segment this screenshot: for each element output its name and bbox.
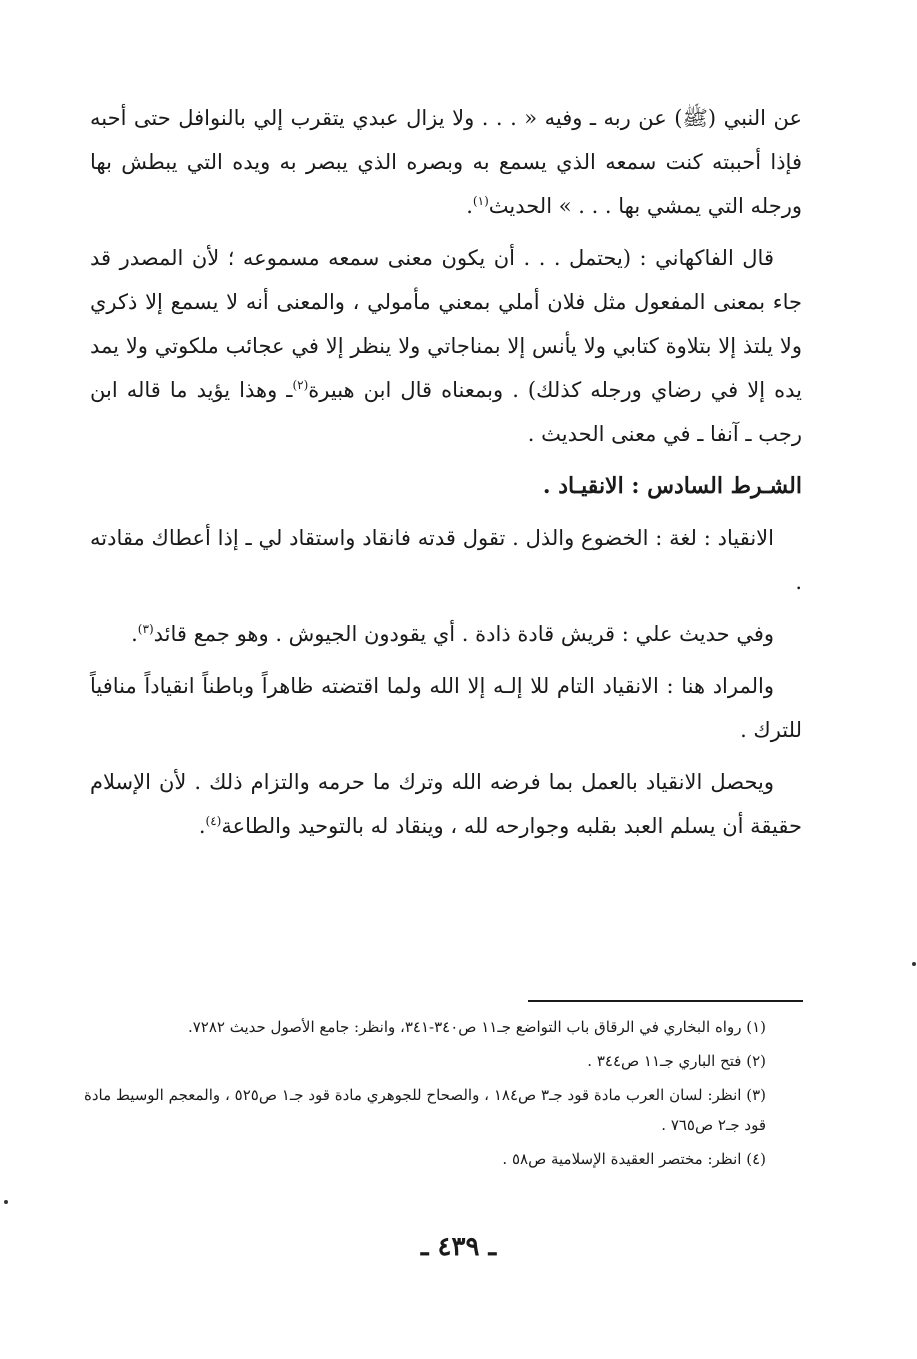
scan-speck <box>912 962 916 966</box>
paragraph-punct: . <box>198 814 206 838</box>
paragraph-fakihani <box>90 236 802 456</box>
footnote-ref-2[interactable]: (٢) <box>292 378 309 392</box>
paragraph-ali-hadith <box>90 612 802 656</box>
footnote-4: (٤) انظر: مختصر العقيدة الإسلامية ص٥٨ . <box>502 1150 766 1168</box>
footnote-3: (٣) انظر: لسان العرب مادة قود جـ٣ ص١٨٤ ، والصحاح للجوهري مادة قود جـ١ ص٥٢٥ ، والمعجم الوسيط مادة قود جـ٢ ص٧٦٥ . <box>84 1086 767 1134</box>
paragraph-text: ـ وهذا يؤيد ما قاله ابن رجب ـ آنفا ـ في معنى الحديث . <box>90 378 802 446</box>
paragraph-hadith <box>90 96 802 228</box>
footnote-divider <box>528 1000 803 1002</box>
paragraph-text: والمراد هنا : الانقياد التام للا إلـه إلا الله ولما اقتضته ظاهراً وباطناً انقياداً منافياً للترك . <box>90 674 802 742</box>
footnote-ref-1[interactable]: (١) <box>472 194 489 208</box>
paragraph-definition <box>90 516 802 604</box>
paragraph-text: عن النبي (ﷺ) عن ربه ـ وفيه « . . . ولا يزال عبدي يتقرب إلي بالنوافل حتى أحبه فإذا أحببته كنت سمعه الذي يسمع به وبصره الذي يبصر به ويده التي يبطش بها ورجله التي يمشي بها . . . » الحديث <box>90 106 802 218</box>
paragraph-meaning <box>90 664 802 752</box>
page-body <box>90 96 802 856</box>
scan-speck <box>4 1200 8 1204</box>
footnote-1: (١) رواه البخاري في الرقاق باب التواضع جـ١١ ص٣٤٠-٣٤١، وانظر: جامع الأصول حديث ٧٢٨٢. <box>187 1018 766 1036</box>
footnote-ref-4[interactable]: (٤) <box>205 814 222 828</box>
paragraph-punct: . <box>131 622 138 646</box>
page-number: ـ ٤٣٩ ـ <box>420 1232 497 1262</box>
footnotes <box>84 1012 766 1178</box>
footnote-2: (٢) فتح الباري جـ١١ ص٣٤٤ . <box>587 1052 766 1070</box>
paragraph-text: وفي حديث علي : قريش قادة ذادة . أي يقودون الجيوش . وهو جمع قائد <box>153 622 774 646</box>
paragraph-text: الانقياد : لغة : الخضوع والذل . تقول قدته فانقاد واستقاد لي ـ إذا أعطاك مقادته . <box>90 526 802 594</box>
paragraph-punct: . <box>466 194 473 218</box>
paragraph-text: قال الفاكهاني : (يحتمل . . . أن يكون معنى سمعه مسموعه ؛ لأن المصدر قد جاء بمعنى المفعول مثل فلان أملي بمعني مأمولي ، والمعنى أنه لا يسمع إلا ذكري ولا يلتذ إلا بتلاوة كتابي ولا يأنس إلا بمناجاتي ولا ينظر إلا في عجائب ملكوتي ولا يمد يده إلا في رضاي ورجله كذلك) . وبمعناه قال ابن هبيرة <box>90 246 803 402</box>
paragraph-text: ويحصل الانقياد بالعمل بما فرضه الله وترك ما حرمه والتزام ذلك . لأن الإسلام حقيقة أن يسلم العبد بقلبه وجوارحه لله ، وينقاد له بالتوحيد والطاعة <box>90 770 802 838</box>
paragraph-obedience <box>90 760 802 848</box>
section-heading: الشـرط السادس : الانقيـاد . <box>542 473 802 499</box>
footnote-ref-3[interactable]: (٣) <box>137 622 154 636</box>
